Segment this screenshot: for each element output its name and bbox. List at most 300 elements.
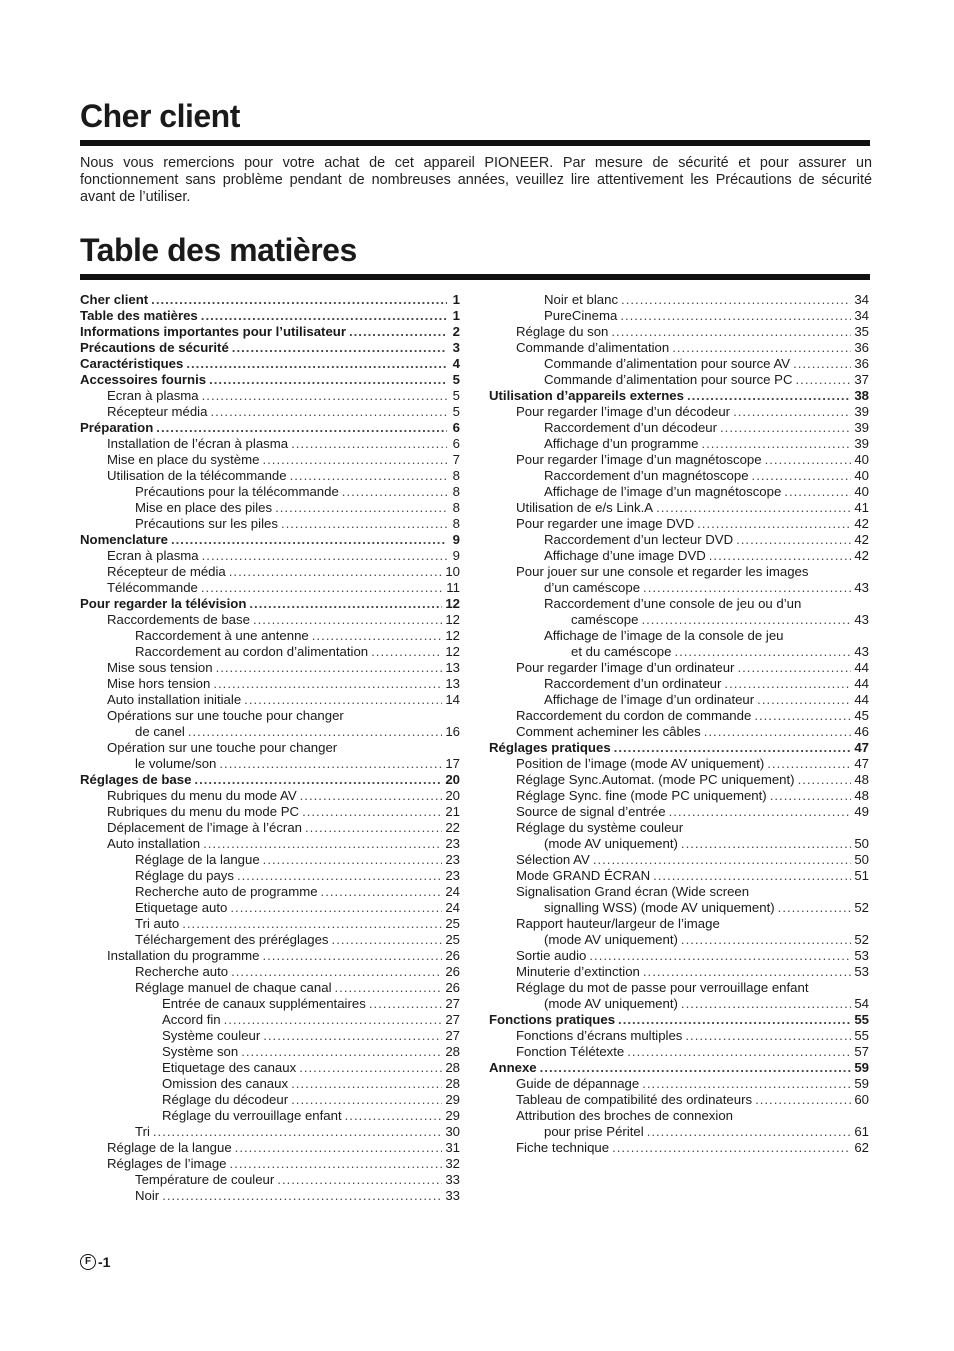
toc-entry[interactable] (80, 820, 460, 836)
toc-entry[interactable] (489, 308, 869, 324)
toc-dot-leader (796, 372, 852, 388)
toc-entry[interactable] (489, 1076, 869, 1092)
toc-entry[interactable] (80, 1188, 460, 1204)
toc-entry[interactable] (80, 548, 460, 564)
toc-entry[interactable] (80, 932, 460, 948)
toc-entry-page: 41 (854, 500, 869, 515)
toc-entry-title: Position de l’image (mode AV uniquement) (516, 756, 765, 771)
toc-section-entry[interactable] (80, 308, 460, 324)
toc-entry-page: 26 (445, 964, 460, 979)
toc-entry-title: Noir (135, 1188, 160, 1203)
toc-dot-leader (171, 532, 447, 548)
toc-entry[interactable] (489, 804, 869, 820)
toc-entry[interactable] (80, 916, 460, 932)
toc-entry[interactable] (80, 996, 460, 1012)
toc-entry[interactable] (80, 388, 460, 404)
toc-entry-page: 6 (452, 436, 460, 451)
toc-entry-title: Réglages pratiques (489, 740, 611, 755)
toc-entry-title: Pour regarder une image DVD (516, 516, 695, 531)
toc-entry[interactable] (489, 868, 869, 884)
toc-entry[interactable] (80, 836, 460, 852)
toc-entry[interactable] (489, 964, 869, 980)
toc-entry-title: Pour regarder l’image d’un magnétoscope (516, 452, 762, 467)
toc-entry-page: 3 (452, 340, 460, 355)
toc-entry-title: Téléchargement des préréglages (135, 932, 329, 947)
toc-entry[interactable] (489, 340, 869, 356)
toc-entry[interactable] (80, 564, 460, 580)
toc-entry[interactable] (80, 1028, 460, 1044)
toc-dot-leader (653, 868, 851, 884)
toc-entry-page: 14 (445, 692, 460, 707)
intro-paragraph: Nous vous remercions pour votre achat de cet appareil PIONEER. Par mesure de sécurité et pour assurer un fonctionnement sans problème pendant de nombreuses années, veuillez lire attentivement les Précautions de sécurité avant de l’utiliser. (80, 155, 872, 205)
toc-entry-title: Utilisation de la télécommande (107, 468, 287, 483)
toc-entry[interactable] (489, 692, 869, 708)
toc-dot-leader (263, 852, 443, 868)
toc-entry[interactable] (80, 516, 460, 532)
toc-entry-page: 8 (452, 500, 460, 515)
toc-entry-title: Tri auto (135, 916, 180, 931)
toc-dot-leader (733, 404, 851, 420)
toc-dot-leader (216, 660, 443, 676)
toc-entry-page: 10 (445, 564, 460, 579)
toc-entry-page: 62 (854, 1140, 869, 1155)
toc-section-entry[interactable] (80, 324, 460, 340)
toc-entry-page: 17 (445, 756, 460, 771)
toc-entry[interactable] (80, 580, 460, 596)
toc-entry[interactable] (80, 404, 460, 420)
toc-entry-line: Attribution des broches de connexion (516, 1108, 734, 1123)
toc-entry-page: 23 (445, 852, 460, 867)
toc-dot-leader (593, 852, 852, 868)
toc-entry-title: Recherche auto (135, 964, 229, 979)
toc-entry[interactable] (489, 404, 869, 420)
toc-entry-page: 4 (452, 356, 460, 371)
toc-dot-leader (201, 308, 447, 324)
toc-entry-page: 52 (854, 900, 869, 915)
toc-entry-page: 5 (452, 388, 460, 403)
toc-entry-title: pour prise Péritel (544, 1124, 644, 1139)
toc-entry-page: 21 (445, 804, 460, 819)
toc-entry[interactable] (489, 1028, 869, 1044)
toc-entry-page: 32 (445, 1156, 460, 1171)
toc-dot-leader (618, 1012, 851, 1028)
toc-entry-page: 38 (854, 388, 869, 403)
toc-entry[interactable] (80, 1060, 460, 1076)
toc-entry[interactable] (80, 468, 460, 484)
toc-entry[interactable] (80, 964, 460, 980)
toc-dot-leader (224, 1012, 443, 1028)
toc-entry-title: de canel (135, 724, 185, 739)
toc-entry-page: 40 (854, 468, 869, 483)
toc-dot-leader (784, 484, 851, 500)
toc-entry[interactable] (80, 660, 460, 676)
toc-entry[interactable] (489, 612, 869, 628)
toc-entry[interactable] (489, 756, 869, 772)
toc-entry[interactable] (80, 1140, 460, 1156)
toc-entry-title: Raccordement à une antenne (135, 628, 309, 643)
toc-entry[interactable] (489, 436, 869, 452)
toc-entry-page: 5 (452, 372, 460, 387)
toc-entry[interactable] (489, 676, 869, 692)
toc-section-entry[interactable] (489, 1012, 869, 1028)
toc-entry-title: Installation du programme (107, 948, 260, 963)
toc-entry-page: 20 (445, 788, 460, 803)
toc-entry-title: Etiquetage auto (135, 900, 228, 915)
toc-dot-leader (724, 676, 851, 692)
toc-entry-page: 47 (854, 740, 869, 755)
toc-entry[interactable] (80, 980, 460, 996)
toc-entry[interactable] (80, 1012, 460, 1028)
toc-entry-line: Signalisation Grand écran (Wide screen (516, 884, 750, 899)
toc-entry[interactable] (489, 548, 869, 564)
toc-dot-leader (151, 292, 447, 308)
toc-dot-leader (182, 916, 442, 932)
toc-entry-title: Mise sous tension (107, 660, 213, 675)
toc-entry-title: Réglage du pays (135, 868, 234, 883)
toc-entry-title: et du caméscope (571, 644, 672, 659)
toc-entry[interactable] (80, 884, 460, 900)
toc-entry-title: Récepteur média (107, 404, 208, 419)
toc-dot-leader (656, 500, 851, 516)
toc-entry-title: Annexe (489, 1060, 537, 1075)
toc-rule (80, 274, 870, 280)
toc-entry[interactable] (489, 900, 869, 916)
toc-entry[interactable] (80, 804, 460, 820)
toc-entry-title: Tri (135, 1124, 150, 1139)
toc-entry[interactable] (489, 708, 869, 724)
toc-entry[interactable] (489, 452, 869, 468)
toc-entry-title: Affichage d’une image DVD (544, 548, 706, 563)
toc-entry-title: Affichage d’un programme (544, 436, 699, 451)
toc-entry[interactable] (489, 516, 869, 532)
toc-dot-leader (253, 612, 442, 628)
toc-dot-leader (162, 1188, 442, 1204)
toc-entry-page: 45 (854, 708, 869, 723)
toc-entry-title: Omission des canaux (162, 1076, 289, 1091)
title-rule (80, 140, 870, 146)
toc-entry-page: 16 (445, 724, 460, 739)
toc-entry[interactable] (80, 628, 460, 644)
toc-entry-title: Table des matières (80, 308, 198, 323)
toc-entry-title: Commande d’alimentation (516, 340, 670, 355)
toc-entry-title: Sortie audio (516, 948, 587, 963)
toc-entry-page: 30 (445, 1124, 460, 1139)
toc-section-entry[interactable] (80, 772, 460, 788)
toc-entry[interactable] (489, 724, 869, 740)
toc-entry-page: 12 (445, 644, 460, 659)
toc-dot-leader (642, 1076, 851, 1092)
toc-entry-page: 5 (452, 404, 460, 419)
toc-entry-page: 24 (445, 884, 460, 899)
toc-entry-line: Affichage de l’image de la console de jeu (544, 628, 784, 643)
toc-entry-title: Recherche auto de programme (135, 884, 318, 899)
toc-entry-page: 27 (445, 1012, 460, 1027)
toc-entry[interactable] (489, 1092, 869, 1108)
toc-entry-title: Noir et blanc (544, 292, 619, 307)
toc-entry[interactable] (80, 1076, 460, 1092)
toc-dot-leader (349, 324, 447, 340)
toc-entry-title: Guide de dépannage (516, 1076, 640, 1091)
toc-dot-leader (643, 580, 851, 596)
toc-entry-page: 12 (445, 596, 460, 611)
toc-entry-title: Télécommande (107, 580, 198, 595)
toc-entry-title: Réglage du décodeur (162, 1092, 289, 1107)
toc-entry[interactable] (489, 580, 869, 596)
toc-entry-title: (mode AV uniquement) (544, 996, 678, 1011)
toc-dot-leader (687, 388, 851, 404)
toc-entry-page: 37 (854, 372, 869, 387)
toc-entry[interactable] (80, 436, 460, 452)
toc-entry[interactable] (489, 356, 869, 372)
toc-dot-leader (262, 948, 442, 964)
toc-dot-leader (299, 1060, 442, 1076)
page-title: Cher client (80, 98, 240, 134)
toc-entry-page: 8 (452, 468, 460, 483)
toc-dot-leader (681, 836, 851, 852)
toc-entry[interactable] (489, 660, 869, 676)
toc-dot-leader (305, 820, 442, 836)
toc-dot-leader (620, 308, 851, 324)
toc-dot-leader (757, 692, 851, 708)
toc-entry-title: Précautions pour la télécommande (135, 484, 339, 499)
toc-entry-line: Opérations sur une touche pour changer (107, 708, 344, 723)
toc-entry-page: 11 (446, 580, 460, 595)
toc-entry-title: Nomenclature (80, 532, 168, 547)
toc-dot-leader (275, 500, 447, 516)
toc-entry-title: Réglages de base (80, 772, 192, 787)
toc-entry-page: 51 (854, 868, 869, 883)
toc-section-entry[interactable] (489, 740, 869, 756)
toc-entry[interactable] (80, 1172, 460, 1188)
toc-entry-page: 7 (452, 452, 460, 467)
toc-entry-page: 50 (854, 836, 869, 851)
toc-dot-leader (643, 964, 851, 980)
toc-entry-page: 61 (854, 1124, 869, 1139)
toc-entry[interactable] (489, 836, 869, 852)
toc-entry-title: Rubriques du menu du mode AV (107, 788, 297, 803)
toc-entry[interactable] (489, 1044, 869, 1060)
toc-dot-leader (621, 292, 851, 308)
toc-entry[interactable] (489, 852, 869, 868)
toc-dot-leader (369, 996, 443, 1012)
toc-entry-title: Ecran à plasma (107, 388, 199, 403)
toc-entry[interactable] (80, 852, 460, 868)
toc-dot-leader (230, 900, 442, 916)
toc-entry-title: Sélection AV (516, 852, 590, 867)
toc-dot-leader (755, 1092, 851, 1108)
toc-entry[interactable] (489, 500, 869, 516)
toc-entry-line: Pour jouer sur une console et regarder les images (516, 564, 809, 579)
toc-entry-page: 60 (854, 1092, 869, 1107)
toc-dot-leader (701, 436, 851, 452)
toc-dot-leader (709, 548, 852, 564)
toc-entry-page: 33 (445, 1172, 460, 1187)
toc-entry-page: 44 (854, 676, 869, 691)
toc-entry[interactable] (489, 1124, 869, 1140)
toc-entry-title: Utilisation de e/s Link.A (516, 500, 654, 515)
toc-dot-leader (345, 1108, 443, 1124)
toc-entry-page: 13 (445, 660, 460, 675)
toc-entry-title: (mode AV uniquement) (544, 836, 678, 851)
toc-dot-leader (235, 1140, 443, 1156)
toc-entry-line: Réglage du mot de passe pour verrouillage enfant (516, 980, 809, 995)
toc-dot-leader (704, 724, 852, 740)
toc-entry-page: 49 (854, 804, 869, 819)
toc-dot-leader (213, 676, 442, 692)
toc-entry[interactable] (80, 676, 460, 692)
toc-entry-title: Préparation (80, 420, 154, 435)
toc-dot-leader (201, 580, 443, 596)
toc-entry-page: 47 (854, 756, 869, 771)
toc-entry-title: Réglages de l’image (107, 1156, 227, 1171)
toc-entry-title: signalling WSS) (mode AV uniquement) (544, 900, 775, 915)
toc-entry-title: Accord fin (162, 1012, 221, 1027)
toc-entry[interactable] (80, 484, 460, 500)
toc-entry[interactable] (489, 468, 869, 484)
toc-section-entry[interactable] (80, 356, 460, 372)
toc-entry[interactable] (80, 1044, 460, 1060)
toc-dot-leader (770, 788, 852, 804)
toc-dot-leader (335, 980, 443, 996)
toc-entry[interactable] (80, 452, 460, 468)
toc-entry[interactable] (489, 292, 869, 308)
toc-section-entry[interactable] (80, 292, 460, 308)
toc-entry-page: 44 (854, 660, 869, 675)
toc-entry[interactable] (80, 500, 460, 516)
toc-entry[interactable] (489, 996, 869, 1012)
toc-section-entry[interactable] (489, 1060, 869, 1076)
toc-entry-page: 36 (854, 340, 869, 355)
toc-entry-page: 55 (854, 1028, 869, 1043)
toc-dot-leader (765, 452, 852, 468)
toc-dot-leader (674, 644, 851, 660)
toc-entry-title: Entrée de canaux supplémentaires (162, 996, 366, 1011)
toc-entry[interactable] (80, 900, 460, 916)
toc-dot-leader (249, 596, 442, 612)
toc-dot-leader (230, 1156, 443, 1172)
toc-entry[interactable] (80, 612, 460, 628)
toc-entry-title: Réglage du verrouillage enfant (162, 1108, 342, 1123)
toc-entry[interactable] (80, 1124, 460, 1140)
toc-section-entry[interactable] (80, 420, 460, 436)
toc-entry[interactable] (489, 372, 869, 388)
toc-entry-page: 55 (854, 1012, 869, 1027)
toc-dot-leader (342, 484, 447, 500)
toc-section-entry[interactable] (80, 532, 460, 548)
toc-entry[interactable] (80, 788, 460, 804)
toc-dot-leader (737, 660, 851, 676)
toc-entry[interactable] (80, 1108, 460, 1124)
toc-entry-title: Réglage manuel de chaque canal (135, 980, 332, 995)
toc-dot-leader (244, 692, 442, 708)
toc-entry[interactable] (80, 948, 460, 964)
toc-entry-title: Tableau de compatibilité des ordinateurs (516, 1092, 753, 1107)
toc-entry-title: Comment acheminer les câbles (516, 724, 701, 739)
toc-entry-title: caméscope (571, 612, 639, 627)
toc-entry-title: Réglage Sync. fine (mode PC uniquement) (516, 788, 767, 803)
toc-entry-page: 34 (854, 308, 869, 323)
toc-entry[interactable] (80, 1156, 460, 1172)
toc-entry-title: Fonction Télétexte (516, 1044, 625, 1059)
toc-dot-leader (614, 740, 852, 756)
toc-entry[interactable] (80, 756, 460, 772)
toc-dot-leader (291, 1092, 442, 1108)
toc-entry-title: Fonctions d’écrans multiples (516, 1028, 683, 1043)
toc-entry-title: Auto installation (107, 836, 201, 851)
toc-entry-title: Température de couleur (135, 1172, 275, 1187)
toc-dot-leader (186, 356, 447, 372)
toc-entry[interactable] (80, 644, 460, 660)
toc-entry-title: Accessoires fournis (80, 372, 207, 387)
toc-entry-title: Réglage de la langue (135, 852, 260, 867)
toc-entry-title: Raccordement d’un magnétoscope (544, 468, 749, 483)
toc-dot-leader (209, 372, 447, 388)
toc-entry[interactable] (489, 1140, 869, 1156)
toc-section-entry[interactable] (489, 388, 869, 404)
toc-entry-title: d’un caméscope (544, 580, 641, 595)
toc-entry-title: Mise en place du système (107, 452, 260, 467)
toc-section-entry[interactable] (80, 340, 460, 356)
toc-dot-leader (219, 756, 442, 772)
toc-entry-page: 40 (854, 484, 869, 499)
toc-entry[interactable] (489, 324, 869, 340)
toc-entry[interactable] (80, 868, 460, 884)
toc-entry-title: Raccordement d’un ordinateur (544, 676, 722, 691)
toc-entry-title: Pour regarder l’image d’un ordinateur (516, 660, 735, 675)
toc-section-entry[interactable] (80, 596, 460, 612)
toc-dot-leader (669, 804, 852, 820)
toc-entry[interactable] (489, 772, 869, 788)
toc-entry-page: 36 (854, 356, 869, 371)
toc-entry[interactable] (489, 932, 869, 948)
toc-entry[interactable] (489, 420, 869, 436)
toc-section-entry[interactable] (80, 372, 460, 388)
toc-dot-leader (291, 436, 447, 452)
toc-entry[interactable] (489, 532, 869, 548)
toc-entry-title: Système son (162, 1044, 239, 1059)
toc-entry-page: 28 (445, 1060, 460, 1075)
toc-entry[interactable] (80, 1092, 460, 1108)
toc-entry[interactable] (489, 644, 869, 660)
toc-entry[interactable] (80, 692, 460, 708)
toc-entry-title: Raccordement d’un lecteur DVD (544, 532, 734, 547)
toc-entry-title: Affichage de l’image d’un magnétoscope (544, 484, 782, 499)
toc-entry[interactable] (80, 724, 460, 740)
page-footer (80, 1254, 110, 1270)
toc-entry-page: 59 (854, 1076, 869, 1091)
toc-dot-leader (281, 516, 447, 532)
toc-entry-title: Déplacement de l’image à l’écran (107, 820, 302, 835)
toc-dot-leader (681, 996, 851, 1012)
toc-entry[interactable] (489, 484, 869, 500)
toc-entry-page: 26 (445, 948, 460, 963)
toc-entry-page: 1 (452, 308, 460, 323)
toc-entry[interactable] (489, 788, 869, 804)
toc-entry-page: 44 (854, 692, 869, 707)
toc-dot-leader (778, 900, 852, 916)
toc-entry-page: 43 (854, 580, 869, 595)
toc-right-column (489, 292, 869, 1156)
toc-entry-title: Utilisation d’appareils externes (489, 388, 684, 403)
toc-entry-line: Rapport hauteur/largeur de l’image (516, 916, 720, 931)
toc-entry-line: Opération sur une touche pour changer (107, 740, 338, 755)
toc-entry[interactable] (489, 948, 869, 964)
toc-dot-leader (277, 1172, 442, 1188)
toc-entry-line: Raccordement d’une console de jeu ou d’un (544, 596, 802, 611)
toc-entry-title: Mise hors tension (107, 676, 211, 691)
toc-dot-leader (263, 1028, 442, 1044)
toc-entry-title: Installation de l’écran à plasma (107, 436, 289, 451)
